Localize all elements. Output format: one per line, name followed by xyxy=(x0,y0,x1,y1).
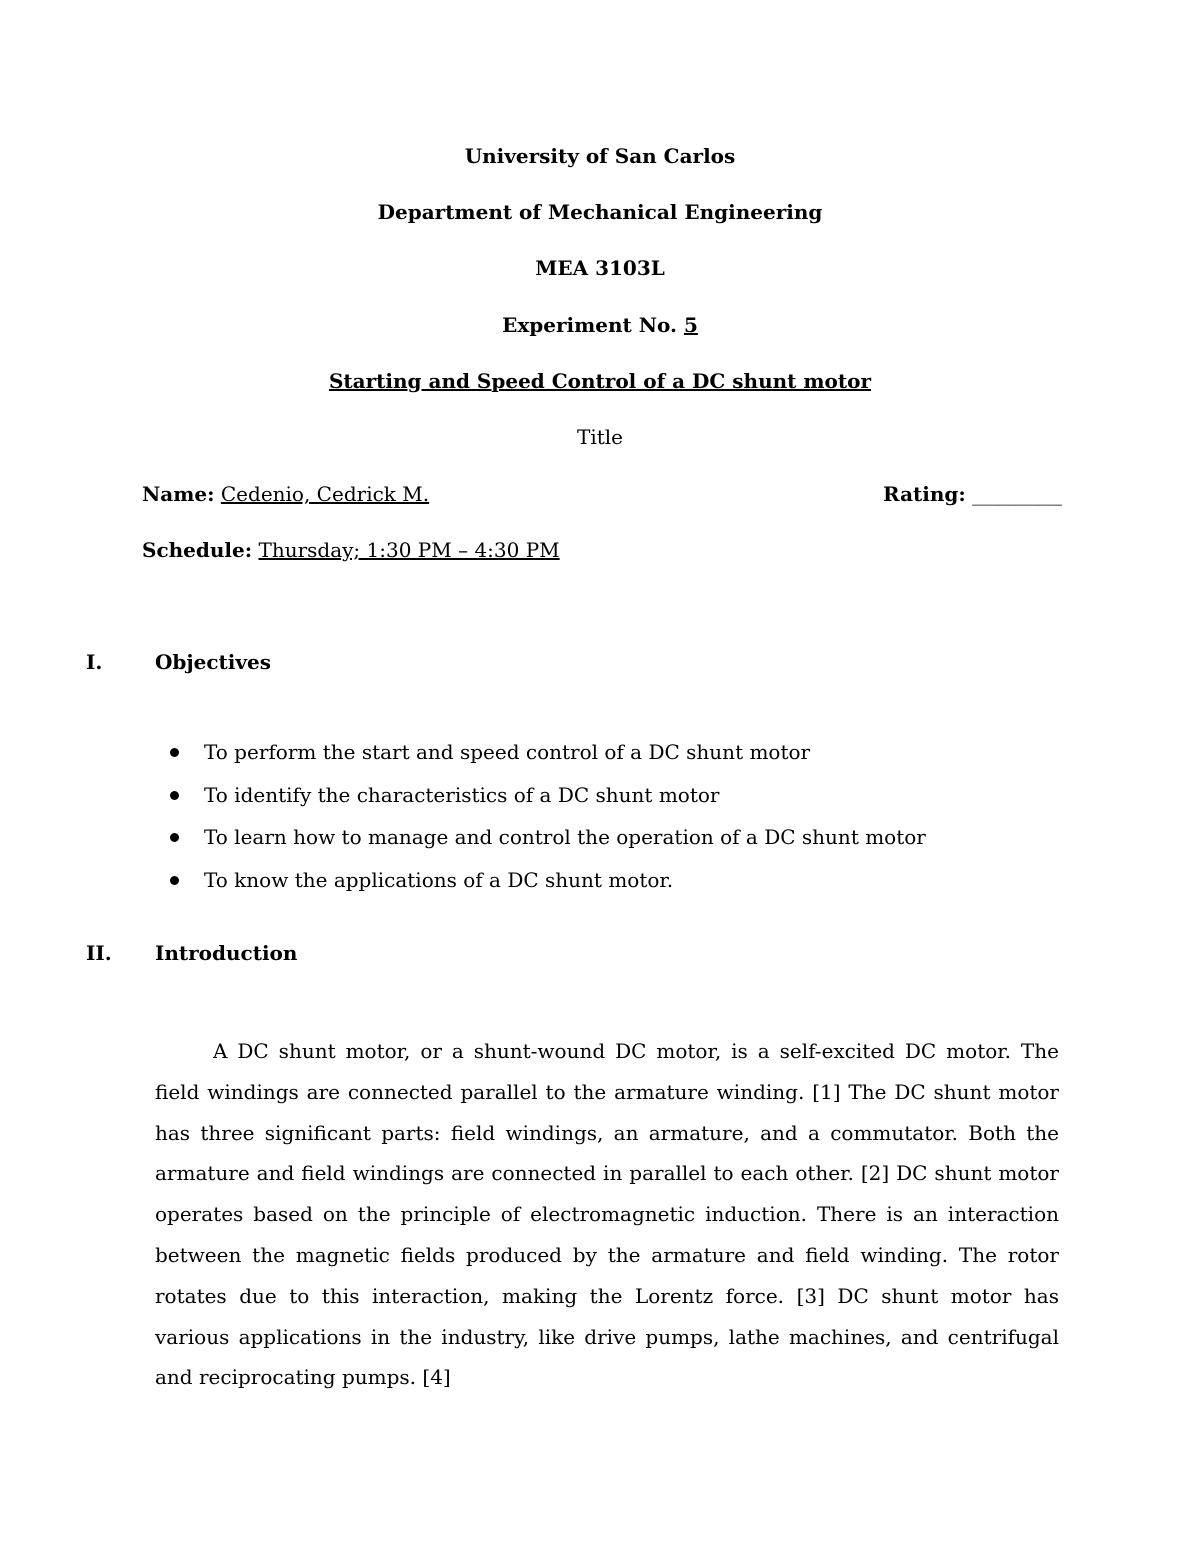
experiment-label: Experiment No. xyxy=(502,313,684,337)
name-line xyxy=(142,480,429,508)
name-value: Cedenio, Cedrick M. xyxy=(220,482,430,506)
name-label: Name: xyxy=(142,482,215,506)
section-title-objectives: Objectives xyxy=(155,650,271,674)
experiment-line xyxy=(0,311,1200,339)
list-item xyxy=(168,731,926,774)
objective-text: To identify the characteristics of a DC shunt motor xyxy=(204,782,720,807)
title-caption: Title xyxy=(576,425,623,449)
section-numeral-introduction: II. xyxy=(86,941,112,965)
list-item xyxy=(168,816,926,859)
experiment-title xyxy=(0,367,1200,395)
rating-label: Rating: xyxy=(883,482,966,506)
list-item xyxy=(168,859,926,902)
schedule-line xyxy=(142,536,560,564)
bullet-icon xyxy=(170,748,179,757)
section-title-introduction: Introduction xyxy=(155,941,298,965)
rating-blank: _________ xyxy=(972,482,1063,506)
objectives-list xyxy=(168,731,926,901)
introduction-paragraph: A DC shunt motor, or a shunt-wound DC motor, is a self-excited DC motor. The field windings are connected parallel to the armature winding. [1] The DC shunt motor has three significant parts: field windings, an armature, and a commutator. Both the armature and field windings are connected in parallel to each other. [2] DC shunt motor operates based on the principle of electromagnetic induction. There is an interaction between the magnetic fields produced by the armature and field winding. The rotor rotates due to this interaction, making the Lorentz force. [3] DC shunt motor has various applications in the industry, like drive pumps, lathe machines, and centrifugal and reciprocating pumps. [4] xyxy=(155,1039,1059,1390)
objective-text: To perform the start and speed control of a DC shunt motor xyxy=(204,740,811,764)
schedule-label: Schedule: xyxy=(142,538,253,562)
bullet-icon xyxy=(170,876,179,885)
department-name: Department of Mechanical Engineering xyxy=(377,200,823,224)
experiment-title-text: Starting and Speed Control of a DC shunt motor xyxy=(328,369,871,393)
course-code: MEA 3103L xyxy=(535,256,665,280)
university-name: University of San Carlos xyxy=(464,144,736,168)
bullet-icon xyxy=(170,833,179,842)
rating-line xyxy=(883,480,1062,508)
bullet-icon xyxy=(170,791,179,800)
experiment-number: 5 xyxy=(683,313,698,337)
schedule-value: Thursday; 1:30 PM – 4:30 PM xyxy=(258,538,560,562)
objective-text: To learn how to manage and control the operation of a DC shunt motor xyxy=(204,825,926,849)
list-item xyxy=(168,774,926,817)
section-numeral-objectives: I. xyxy=(86,650,103,674)
objective-text: To know the applications of a DC shunt motor. xyxy=(204,867,674,892)
